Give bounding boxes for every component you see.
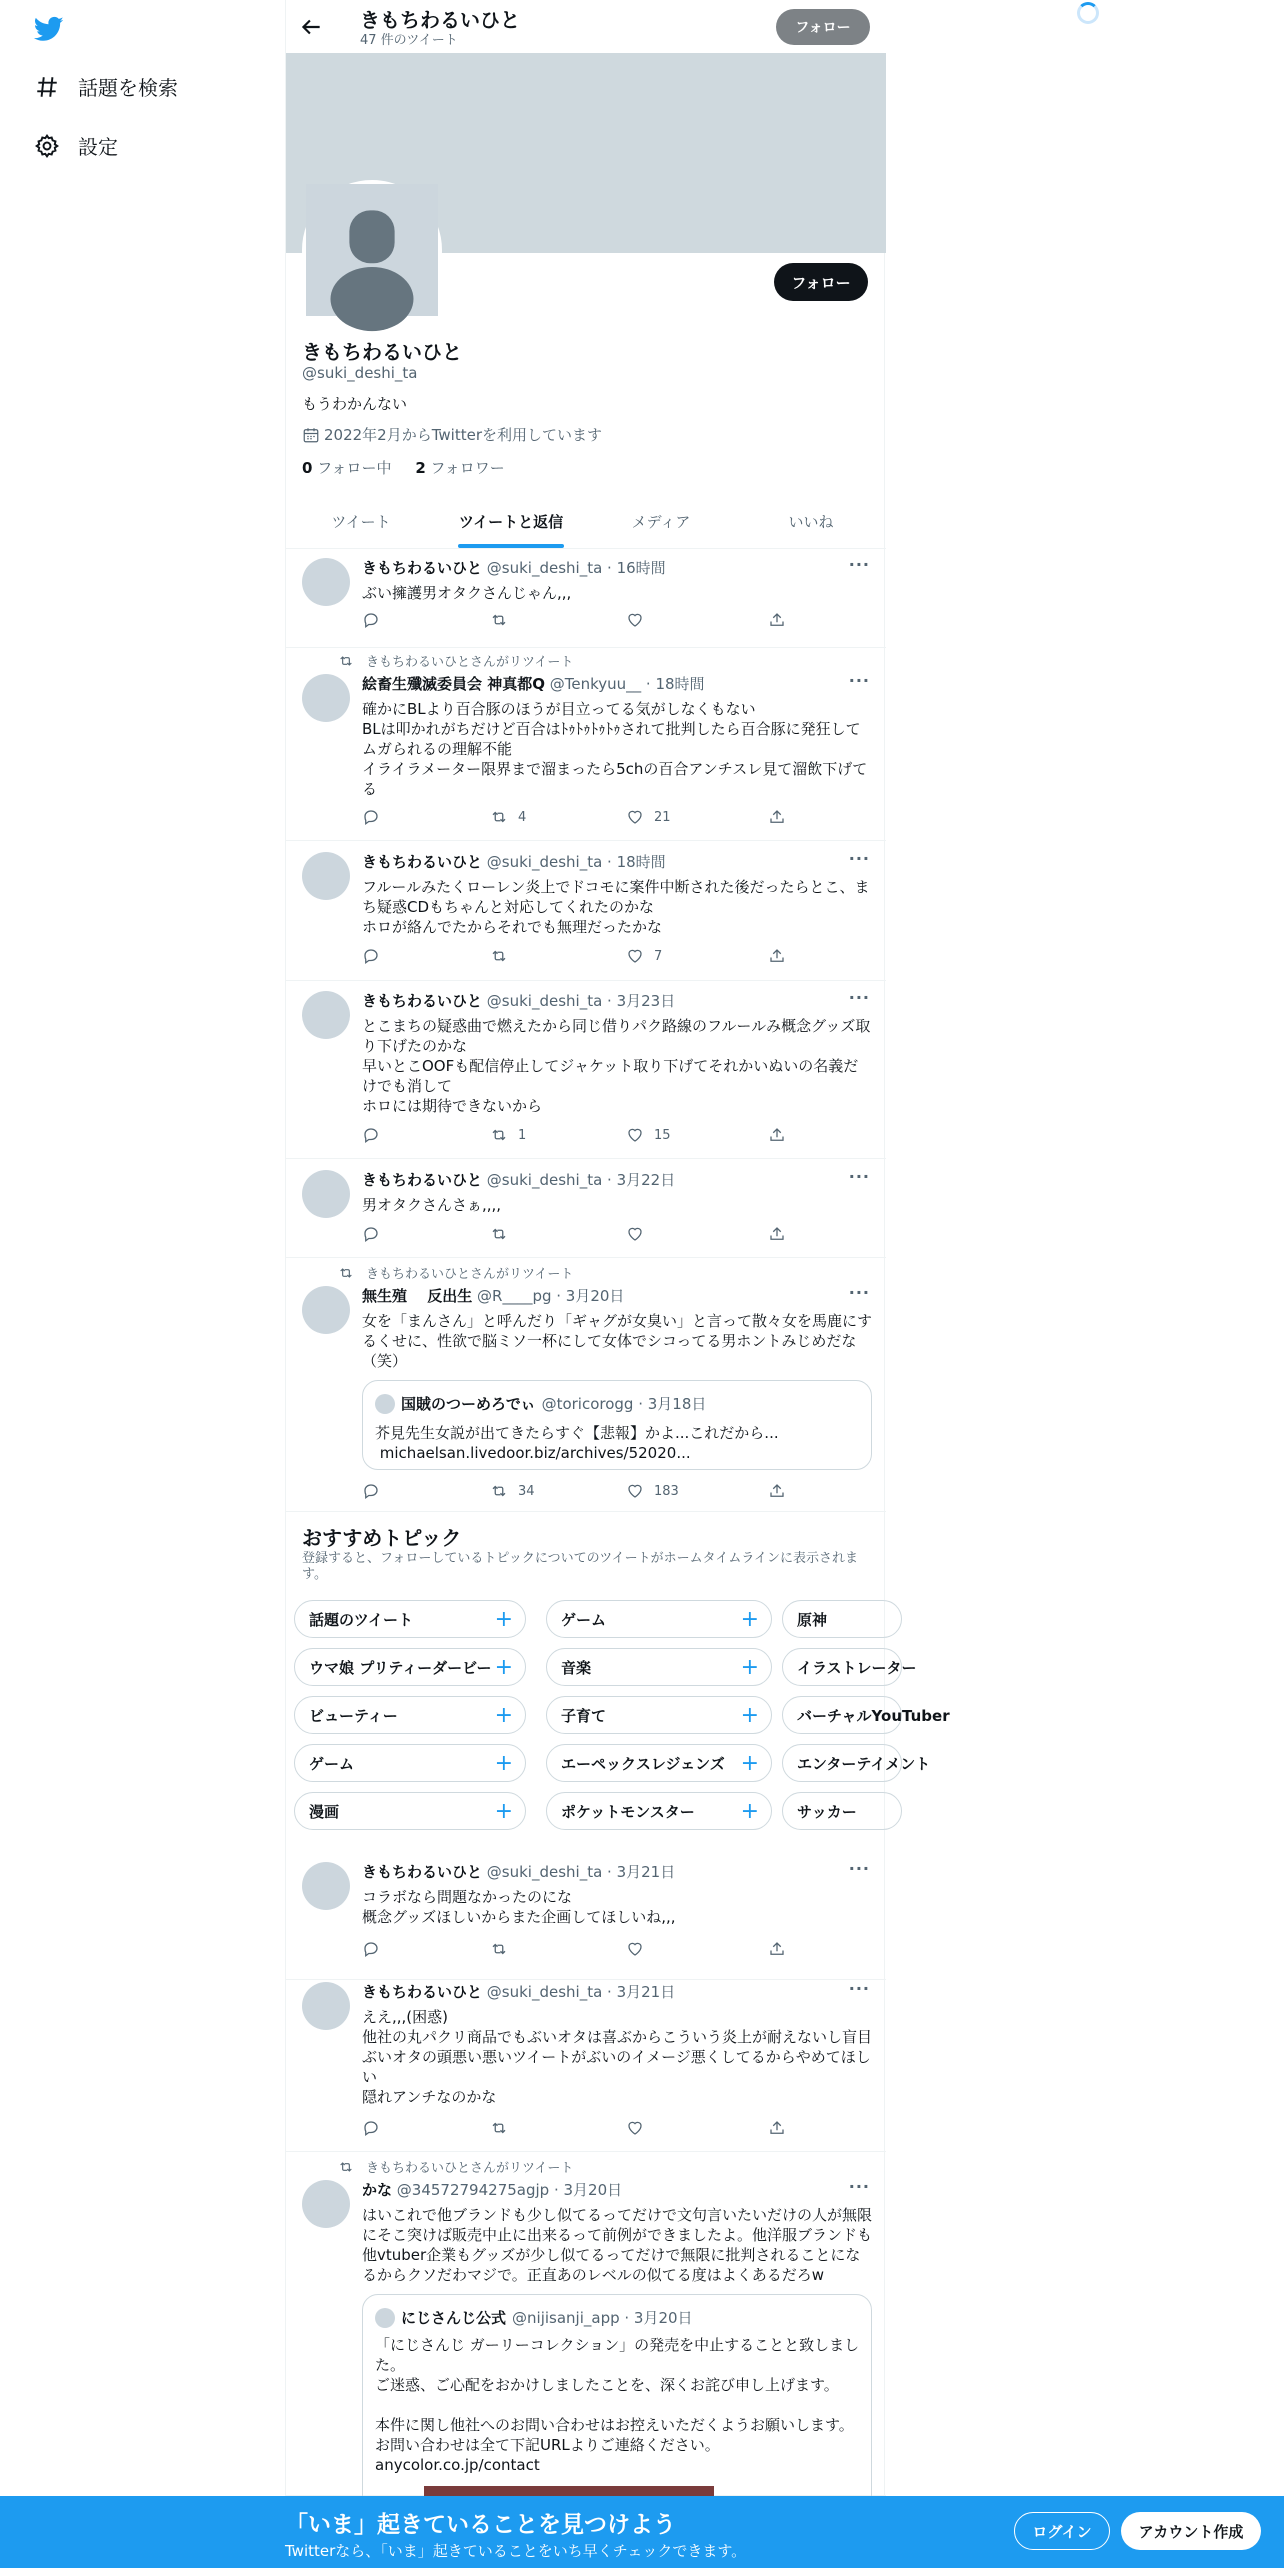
tweet[interactable]	[286, 1258, 886, 1512]
like-button[interactable]	[626, 2119, 654, 2137]
reply-button[interactable]	[362, 808, 390, 826]
retweeted-by	[362, 651, 573, 670]
topic-chip-label: 音楽	[561, 1658, 592, 1677]
plus-icon[interactable]: +	[494, 1799, 513, 1824]
tweet[interactable]	[286, 1850, 886, 1980]
nav-explore[interactable]	[34, 72, 178, 101]
topic-chip[interactable]	[294, 1696, 526, 1734]
more-options-icon[interactable]: ···	[848, 849, 870, 868]
topic-chip-label: 子育て	[561, 1706, 607, 1725]
tweet-text: ぶい擁護男オタクさんじゃん,,,	[362, 584, 572, 602]
retweet-button[interactable]	[490, 2119, 518, 2137]
header-name: きもちわるいひと	[360, 8, 520, 32]
like-button[interactable]	[626, 1482, 679, 1500]
retweeted-by	[362, 1263, 573, 1282]
share-button[interactable]	[768, 1940, 796, 1958]
topic-chip-label: 話題のツイート	[309, 1610, 413, 1629]
following-count: 0	[302, 459, 313, 477]
reply-icon	[362, 808, 380, 826]
tweet-header	[362, 2179, 622, 2200]
share-button[interactable]	[768, 1225, 796, 1243]
retweet-button[interactable]	[490, 947, 518, 965]
topic-chip-label: ポケットモンスター	[561, 1802, 695, 1821]
share-icon	[768, 1940, 786, 1958]
topic-chip[interactable]	[782, 1600, 902, 1638]
tweet-meta: @suki_deshi_ta · 18時間	[486, 853, 666, 871]
topics-subtitle: 登録すると、フォローしているトピックについてのツイートがホームタイムラインに表示されます。	[302, 1551, 859, 1582]
retweet-icon	[338, 653, 354, 669]
tweet-meta: @R____pg · 3月20日	[477, 1287, 625, 1305]
tweet-text: コラボなら問題なかったのにな 概念グッズほしいからまた企画してほしいね,,,	[362, 1888, 676, 1926]
quoted-tweet-text: 「にじさんじ ガーリーコレクション」の発売を中止することと致しました。 ご迷惑、ご心配をおかけしましたことを、深くお詫び申し上げます。 本件に関し他社へのお問い合わせはお控えいただくようお願いします。 お問い合わせは全て下記URLよりご連絡ください。 anycolor.co.jp/contact	[375, 2336, 860, 2474]
following-label: フォロー中	[317, 459, 392, 477]
quoted-avatar	[375, 1394, 395, 1414]
plus-icon[interactable]: +	[740, 1799, 759, 1824]
tweet-text: 確かにBLより百合豚のほうが目立ってる気がしなくもない BLは叩かれがちだけど百合はﾄｩﾄｩﾄｩﾄｩされて批判したら百合豚に発狂してムガられるの理解不能 イライラメーター限界まで溜まったら5chの百合アンチスレ見て溜飲下げてる	[362, 700, 868, 798]
topic-chip-label: ゲーム	[309, 1754, 355, 1773]
quoted-tweet-text: 芥見先生女説が出てきたらすぐ【悲報】かよ...これだから... michaelsan.livedoor.biz/archives/52020...	[375, 1424, 779, 1462]
retweet-button[interactable]	[490, 1940, 518, 1958]
tweet-actions	[362, 947, 782, 967]
topic-chip-label: ビューティー	[309, 1706, 398, 1725]
retweet-count: 4	[518, 809, 527, 825]
hashtag-icon	[34, 74, 60, 100]
tweet-avatar[interactable]	[302, 991, 350, 1039]
loading-spinner-icon	[1077, 2, 1099, 24]
topic-chip-label: エーペックスレジェンズ	[561, 1754, 725, 1773]
share-icon	[768, 611, 786, 629]
like-button[interactable]	[626, 1940, 654, 1958]
retweet-icon	[490, 1225, 508, 1243]
share-button[interactable]	[768, 611, 796, 629]
tweet-avatar[interactable]	[302, 1170, 350, 1218]
tab-tweets[interactable]: ツイート	[331, 513, 391, 531]
quoted-tweet[interactable]	[362, 1380, 872, 1470]
tweet-author-name[interactable]: きもちわるいひと	[362, 853, 483, 871]
header-tweet-count: 47 件のツイート	[360, 33, 458, 48]
tweet-avatar[interactable]	[302, 2180, 350, 2228]
topic-chip[interactable]	[546, 1600, 772, 1638]
tweet-author-name[interactable]: きもちわるいひと	[362, 1863, 483, 1881]
reply-button[interactable]	[362, 1225, 390, 1243]
tweet-text: ええ,,,(困惑) 他社の丸パクリ商品でもぶいオタは喜ぶからこういう炎上が耐えないし盲目ぶいオタの頭悪い悪いツイートがぶいのイメージ悪くしてるからやめてほしい 隠れアンチなのかな	[362, 2008, 873, 2106]
tweet-meta: @suki_deshi_ta · 3月22日	[486, 1171, 676, 1189]
retweeted-by-text: きもちわるいひとさんがリツイート	[366, 655, 574, 670]
reply-button[interactable]	[362, 1482, 390, 1500]
tweet-header	[362, 1981, 675, 2002]
retweet-icon	[490, 808, 508, 826]
retweet-icon	[490, 947, 508, 965]
reply-icon	[362, 2119, 380, 2137]
tweet[interactable]	[286, 841, 886, 981]
topic-chip[interactable]	[782, 1696, 950, 1734]
more-options-icon[interactable]: ···	[848, 1167, 870, 1186]
retweeted-by-text: きもちわるいひとさんがリツイート	[366, 2161, 574, 2176]
heart-icon	[626, 2119, 644, 2137]
tweet-author-name[interactable]: きもちわるいひと	[362, 1171, 483, 1189]
profile-column	[285, 0, 950, 2568]
tweet-actions	[362, 2119, 782, 2139]
plus-icon[interactable]: +	[740, 1607, 759, 1632]
tweet-avatar[interactable]	[302, 1982, 350, 2030]
topic-chip[interactable]	[546, 1744, 772, 1782]
topic-chip[interactable]	[294, 1792, 526, 1830]
retweeted-by-text: きもちわるいひとさんがリツイート	[366, 1267, 574, 1282]
more-options-icon[interactable]: ···	[848, 1859, 870, 1878]
topic-chip[interactable]	[782, 1792, 902, 1830]
tweet-actions	[362, 1126, 782, 1146]
twitter-logo-icon[interactable]	[34, 14, 64, 44]
tweet-avatar[interactable]	[302, 852, 350, 900]
like-count: 15	[654, 1127, 671, 1143]
nav-settings-label: 設定	[78, 135, 118, 159]
retweet-button[interactable]	[490, 1225, 518, 1243]
like-button[interactable]	[626, 1126, 671, 1144]
signup-banner	[0, 2496, 1284, 2568]
share-button[interactable]	[768, 1482, 796, 1500]
header-follow-button[interactable]: フォロー	[776, 9, 870, 45]
reply-button[interactable]	[362, 2119, 390, 2137]
share-icon	[768, 947, 786, 965]
profile-header-bar	[286, 0, 886, 53]
share-button[interactable]	[768, 1126, 796, 1144]
tab-likes[interactable]: いいね	[788, 513, 834, 531]
quoted-author-name: 国賊のつーめろでぃ	[401, 1395, 536, 1413]
share-icon	[768, 1482, 786, 1500]
more-options-icon[interactable]: ···	[848, 1979, 870, 1998]
tweet-author-name[interactable]: 絵畜生殲滅委員会 神真都Q	[362, 675, 545, 693]
quoted-meta: @nijisanji_app · 3月20日	[512, 2309, 693, 2327]
tweet-meta: @suki_deshi_ta · 16時間	[486, 559, 666, 577]
share-icon	[768, 2119, 786, 2137]
tweet-text: 女を「まんさん」と呼んだり「ギャグが女臭い」と言って散々女を馬鹿にするくせに、性欲で脳ミソ一杯にして女体でシコってる男ホントみじめだな（笑）	[362, 1312, 873, 1370]
reply-button[interactable]	[362, 1940, 390, 1958]
reply-icon	[362, 1940, 380, 1958]
tab-tweets-and-replies[interactable]: ツイートと返信	[436, 496, 586, 548]
tweet[interactable]	[286, 981, 886, 1159]
like-button[interactable]	[626, 947, 662, 965]
tweet-meta: @suki_deshi_ta · 3月21日	[486, 1983, 676, 2001]
topic-chip[interactable]	[782, 1744, 931, 1782]
retweet-button[interactable]	[490, 1482, 535, 1500]
tweet[interactable]	[286, 1159, 886, 1258]
follow-button[interactable]: フォロー	[774, 263, 868, 301]
profile-tabs	[286, 496, 886, 549]
following-link[interactable]	[302, 459, 391, 477]
tweet-text: はいこれで他ブランドも少し似てるってだけで文句言いたいだけの人が無限にそこ突けば販売中止に出来るって前例ができましたよ。他洋服ブランドも他vtuber企業もグッズが少し似てるってだけで無限に批判されることになるからクソだわマジで。正直あのレベルの似てる度はよくあるだろw	[362, 2206, 873, 2284]
heart-icon	[626, 1126, 644, 1144]
heart-icon	[626, 1225, 644, 1243]
quoted-tweet-header	[375, 1393, 706, 1414]
tweet-header	[362, 1285, 624, 1306]
tweet-header	[362, 1861, 675, 1882]
plus-icon[interactable]: +	[494, 1751, 513, 1776]
profile-handle: @suki_deshi_ta	[302, 364, 418, 382]
topic-chip[interactable]	[546, 1792, 772, 1830]
followers-label: フォロワー	[430, 459, 505, 477]
quoted-meta: @toricorogg · 3月18日	[541, 1395, 707, 1413]
topic-chip-label: ゲーム	[561, 1610, 607, 1629]
profile-bio: もうわかんない	[302, 395, 408, 413]
plus-icon[interactable]: +	[494, 1655, 513, 1680]
tweet-text: 男オタクさんさぁ,,,,	[362, 1196, 502, 1214]
plus-icon[interactable]: +	[740, 1751, 759, 1776]
retweet-icon	[490, 611, 508, 629]
tweet-author-name[interactable]: きもちわるいひと	[362, 559, 483, 577]
tweet-author-name[interactable]: 無生殖 反出生	[362, 1287, 473, 1305]
like-button[interactable]	[626, 611, 654, 629]
gear-icon	[34, 133, 60, 159]
share-button[interactable]	[768, 808, 796, 826]
tweet-meta: @suki_deshi_ta · 3月23日	[486, 992, 676, 1010]
profile-joined-text: 2022年2月からTwitterを利用しています	[324, 426, 602, 444]
heart-icon	[626, 947, 644, 965]
profile-avatar[interactable]	[302, 180, 442, 320]
nav-settings[interactable]	[34, 131, 118, 160]
default-avatar-icon	[306, 184, 438, 316]
tweet-author-name[interactable]: かな	[362, 2181, 393, 2199]
topic-chip[interactable]	[782, 1648, 917, 1686]
tweet-header	[362, 990, 675, 1011]
tweet-author-name[interactable]: きもちわるいひと	[362, 992, 483, 1010]
signup-button[interactable]: アカウント作成	[1121, 2512, 1261, 2550]
tweet-avatar[interactable]	[302, 558, 350, 606]
tweet[interactable]	[286, 549, 886, 648]
profile-stats	[302, 457, 505, 478]
tweet[interactable]	[286, 1980, 886, 2152]
reply-button[interactable]	[362, 611, 390, 629]
more-options-icon[interactable]: ···	[848, 988, 870, 1007]
share-icon	[768, 1225, 786, 1243]
tweet-header	[362, 673, 705, 694]
plus-icon[interactable]: +	[740, 1655, 759, 1680]
tweet[interactable]	[286, 648, 886, 841]
retweet-button[interactable]	[490, 808, 526, 826]
back-arrow-icon[interactable]	[298, 14, 324, 40]
heart-icon	[626, 1940, 644, 1958]
topic-chip-label: エンターテイメント	[797, 1754, 931, 1773]
tweet-header	[362, 1169, 675, 1190]
topic-chip[interactable]	[294, 1600, 526, 1638]
like-button[interactable]	[626, 1225, 654, 1243]
reply-icon	[362, 947, 380, 965]
plus-icon[interactable]: +	[494, 1607, 513, 1632]
tweet-avatar[interactable]	[302, 1862, 350, 1910]
plus-icon[interactable]: +	[494, 1703, 513, 1728]
topic-chip-label: 原神	[797, 1610, 828, 1629]
heart-icon	[626, 611, 644, 629]
retweet-icon	[338, 1265, 354, 1281]
reply-icon	[362, 1482, 380, 1500]
retweeted-by	[362, 2157, 573, 2176]
nav-explore-label: 話題を検索	[78, 76, 178, 100]
retweet-button[interactable]	[490, 1126, 526, 1144]
topic-chips	[286, 1600, 950, 1840]
topic-chip-label: バーチャルYouTuber	[797, 1706, 950, 1725]
profile-joined	[302, 424, 602, 445]
tweet-author-name[interactable]: きもちわるいひと	[362, 1983, 483, 2001]
tweet-text: フルールみたくローレン炎上でドコモに案件中断された後だったらとこ、まち疑惑CDもちゃんと対応してくれたのかな ホロが絡んでたからそれでも無理だったかな	[362, 878, 870, 936]
like-button[interactable]	[626, 808, 671, 826]
heart-icon	[626, 808, 644, 826]
tab-media[interactable]: メディア	[631, 513, 691, 531]
tweet-text: とこまちの疑惑曲で燃えたから同じ借りパク路線のフルールみ概念グッズ取り下げたのかな 早いとこOOFも配信停止してジャケット取り下げてそれかいぬいの名義だけでも消して ホロには期待できないから	[362, 1017, 871, 1115]
signup-banner-title: 「いま」起きていることを見つけよう	[285, 2512, 676, 2538]
signup-banner-subtitle: Twitterなら、「いま」起きていることをいち早くチェックできます。	[285, 2542, 747, 2560]
topics-title: おすすめトピック	[302, 1526, 462, 1550]
retweet-icon	[490, 2119, 508, 2137]
reply-icon	[362, 1225, 380, 1243]
share-icon	[768, 808, 786, 826]
topic-chip-label: ウマ娘 プリティーダービー	[309, 1658, 492, 1677]
quoted-author-name: にじさんじ公式	[401, 2309, 507, 2327]
retweet-icon	[490, 1940, 508, 1958]
tweet-actions	[362, 611, 782, 631]
retweet-button[interactable]	[490, 611, 518, 629]
tweet-header	[362, 851, 666, 872]
tweet-avatar[interactable]	[302, 1286, 350, 1334]
topic-chip[interactable]	[294, 1744, 526, 1782]
tweet-header	[362, 557, 666, 578]
reply-icon	[362, 1126, 380, 1144]
retweet-count: 34	[518, 1483, 535, 1499]
share-button[interactable]	[768, 2119, 796, 2137]
share-button[interactable]	[768, 947, 796, 965]
tweet[interactable]	[286, 2152, 886, 2496]
retweet-icon	[490, 1126, 508, 1144]
like-count: 7	[654, 948, 663, 964]
topic-chip-label: イラストレーター	[797, 1658, 917, 1677]
profile-name: きもちわるいひと	[302, 340, 462, 364]
share-icon	[768, 1126, 786, 1144]
reply-button[interactable]	[362, 947, 390, 965]
tweet-avatar[interactable]	[302, 674, 350, 722]
like-count: 21	[654, 809, 671, 825]
heart-icon	[626, 1482, 644, 1500]
more-options-icon[interactable]: ···	[848, 1283, 870, 1302]
topic-chip-label: サッカー	[797, 1802, 857, 1821]
more-options-icon[interactable]: ···	[848, 2177, 870, 2196]
quoted-tweet-header	[375, 2307, 693, 2328]
more-options-icon[interactable]: ···	[848, 555, 870, 574]
topic-chip[interactable]	[294, 1648, 526, 1686]
retweet-count: 1	[518, 1127, 527, 1143]
topic-chip[interactable]	[546, 1696, 772, 1734]
plus-icon[interactable]: +	[740, 1703, 759, 1728]
quoted-tweet-media[interactable]	[424, 2486, 714, 2496]
like-count: 183	[654, 1483, 679, 1499]
reply-icon	[362, 611, 380, 629]
calendar-icon	[302, 426, 320, 444]
quoted-avatar	[375, 2308, 395, 2328]
tweet-meta: @suki_deshi_ta · 3月21日	[486, 1863, 676, 1881]
tweet-actions	[362, 1482, 782, 1502]
tweet-meta: @Tenkyuu__ · 18時間	[549, 675, 705, 693]
retweet-icon	[338, 2159, 354, 2175]
tweet-meta: @34572794275agjp · 3月20日	[396, 2181, 623, 2199]
followers-count: 2	[415, 459, 426, 477]
login-button[interactable]: ログイン	[1014, 2512, 1110, 2550]
tweet-actions	[362, 1940, 782, 1960]
topic-chip[interactable]	[546, 1648, 772, 1686]
tweet-actions	[362, 1225, 782, 1245]
topic-chip-label: 漫画	[309, 1802, 340, 1821]
reply-button[interactable]	[362, 1126, 390, 1144]
tweet-actions	[362, 808, 782, 828]
followers-link[interactable]	[415, 459, 504, 477]
retweet-icon	[490, 1482, 508, 1500]
more-options-icon[interactable]: ···	[848, 671, 870, 690]
